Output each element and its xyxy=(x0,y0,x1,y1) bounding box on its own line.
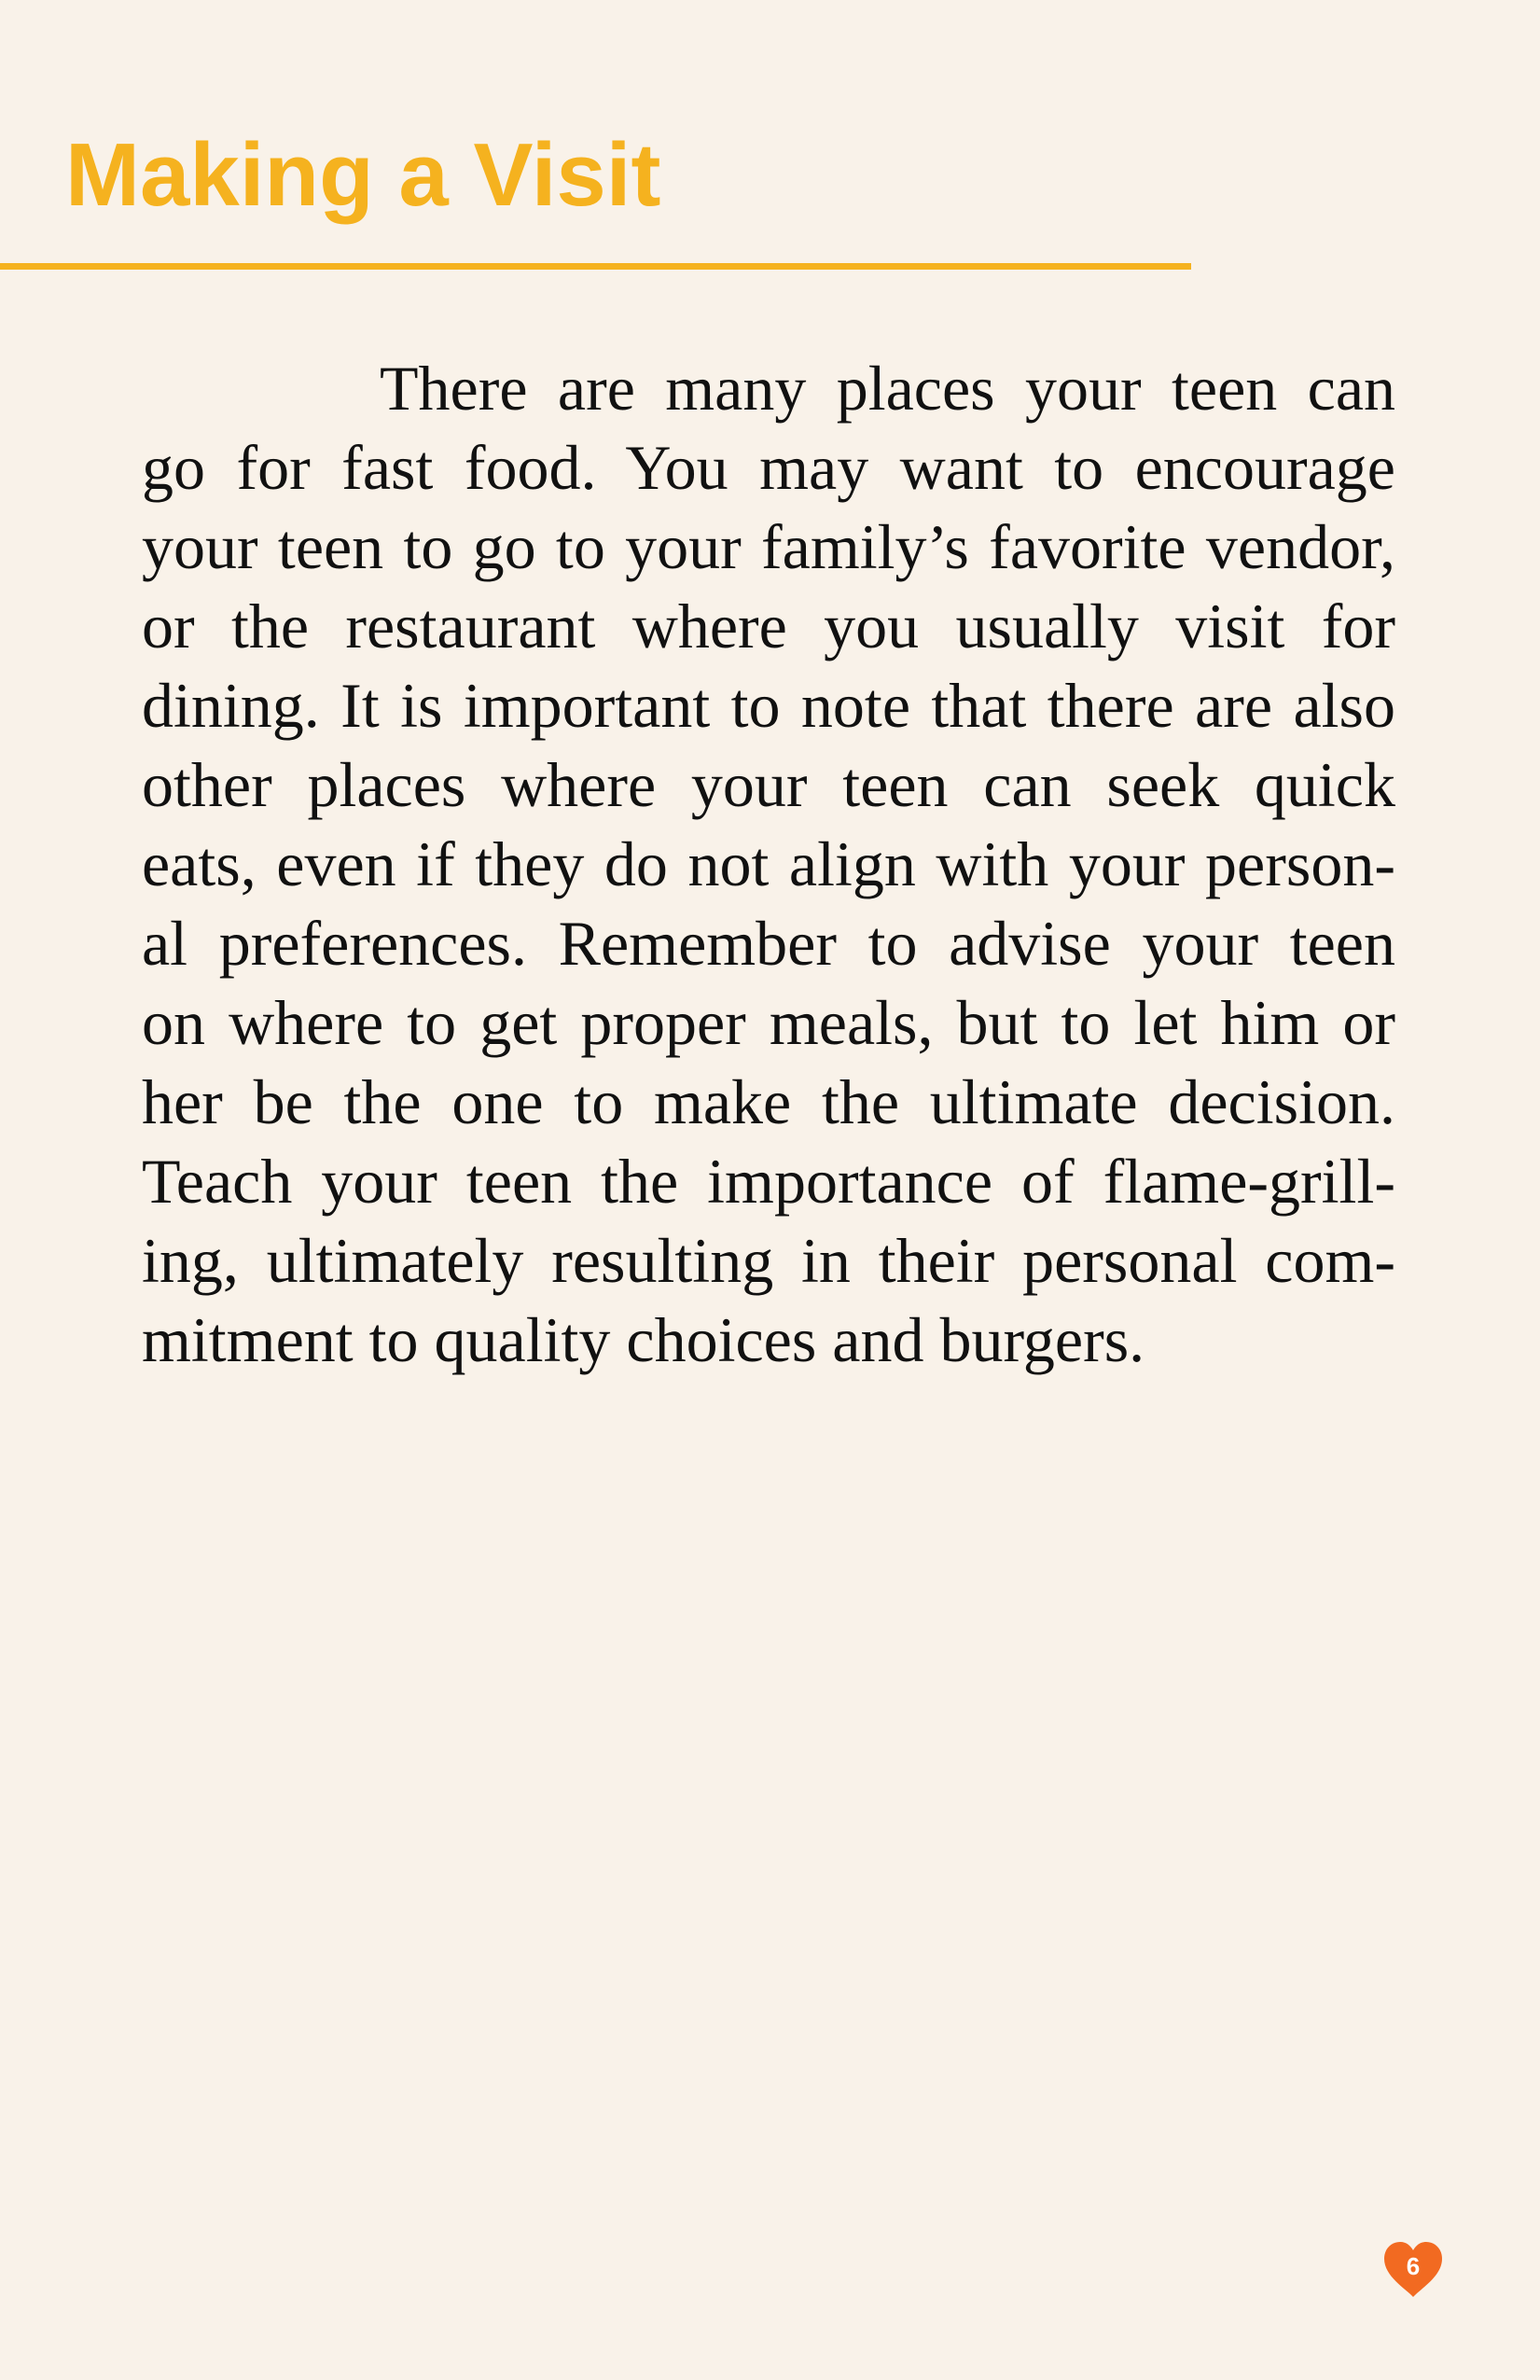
body-line: other places where your teen can seek quick xyxy=(142,749,1395,820)
body-line: go for fast food. You may want to encourage xyxy=(142,432,1395,503)
title-underline xyxy=(0,263,1191,270)
page-badge xyxy=(1382,2241,1444,2299)
body-line: al preferences. Remember to advise your teen xyxy=(142,908,1395,979)
body-line: Teach your teen the importance of flame-grill- xyxy=(142,1146,1395,1217)
body-line: dining. It is important to note that there are also xyxy=(142,670,1395,741)
body-line: There are many places your teen can xyxy=(380,353,1395,424)
body-line: on where to get proper meals, but to let him or xyxy=(142,987,1395,1058)
body-line: eats, even if they do not align with your person- xyxy=(142,828,1395,899)
page-title: Making a Visit xyxy=(65,125,661,225)
body-line: her be the one to make the ultimate decision. xyxy=(142,1066,1395,1137)
body-line: your teen to go to your family’s favorite vendor, xyxy=(142,511,1395,582)
body-line: mitment to quality choices and burgers. xyxy=(142,1304,1145,1375)
body-line: ing, ultimately resulting in their personal com- xyxy=(142,1225,1395,1296)
body-paragraph xyxy=(142,349,1395,1380)
page-number: 6 xyxy=(1406,2252,1421,2280)
body-line: or the restaurant where you usually visit for xyxy=(142,591,1395,661)
